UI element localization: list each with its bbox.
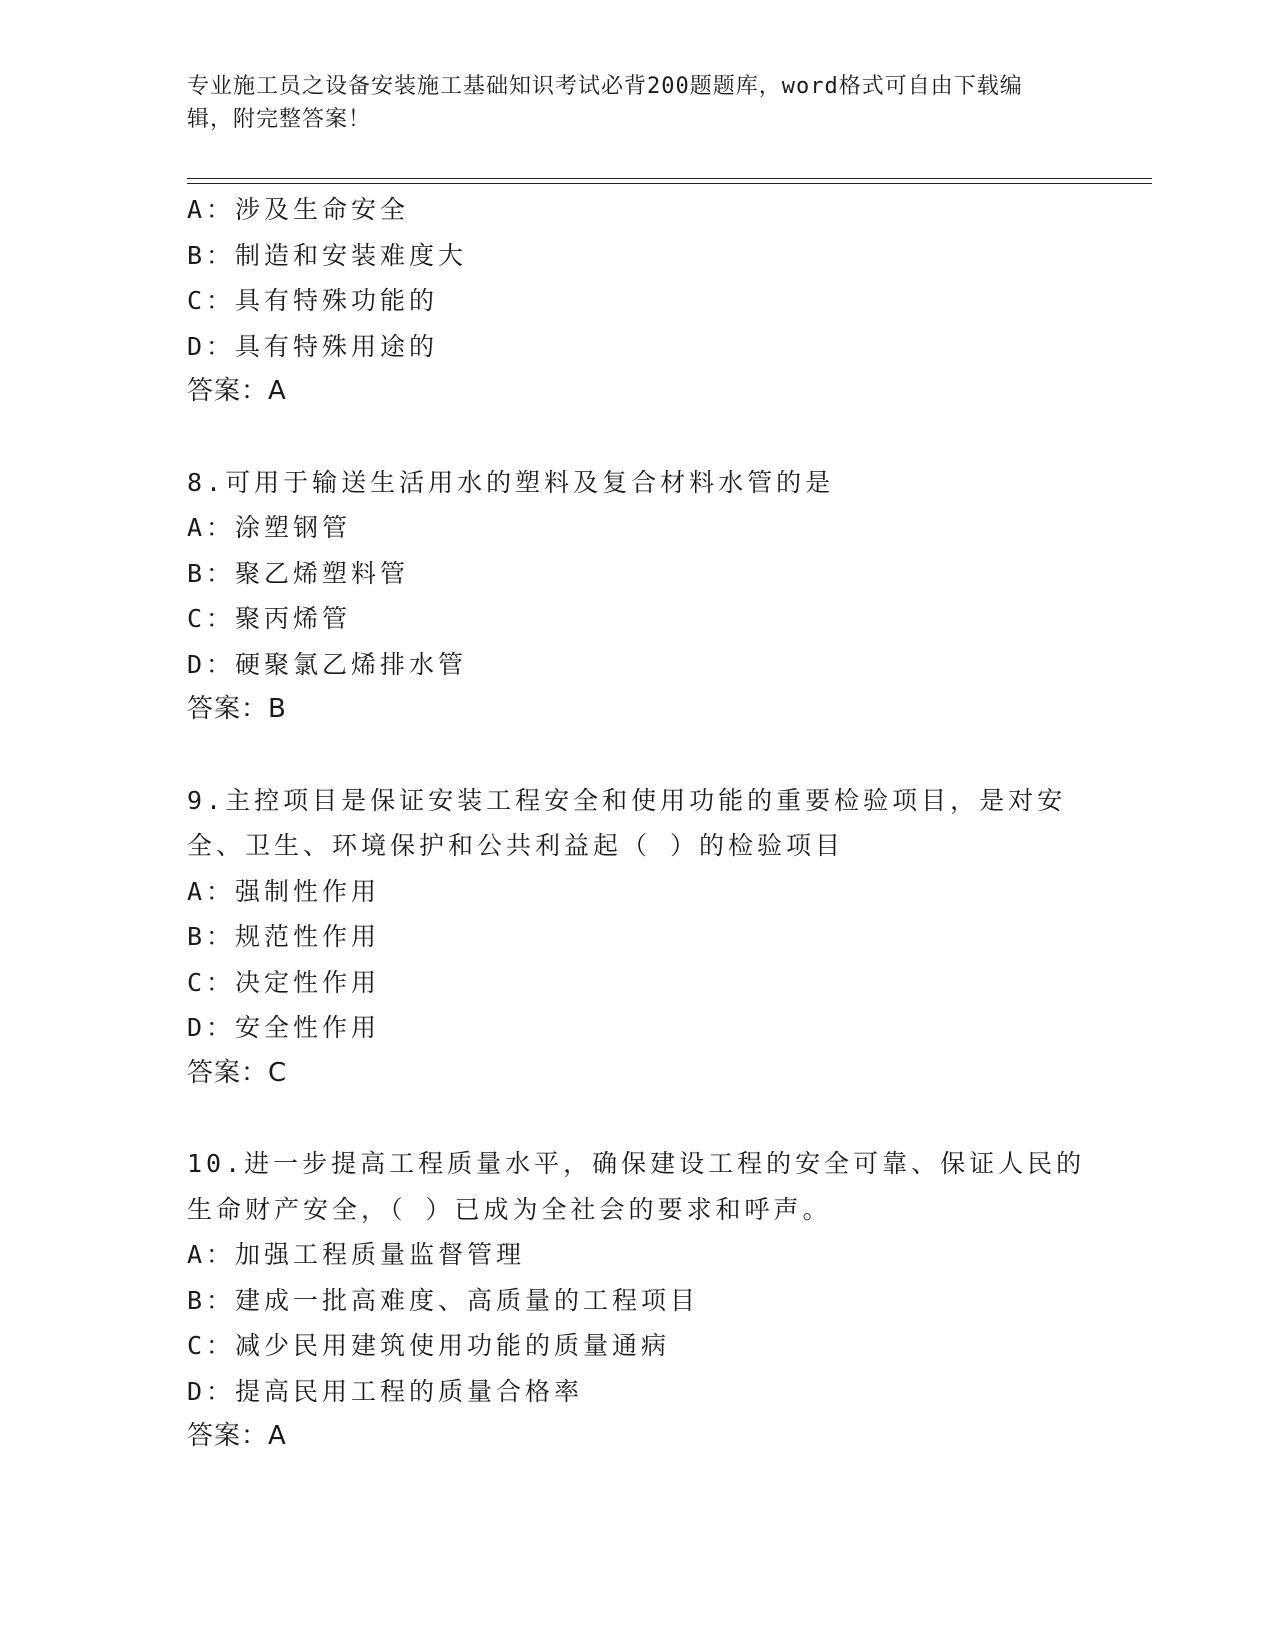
- header-divider-bottom: [187, 183, 1152, 184]
- question-list: [187, 187, 1087, 1460]
- option-b: B：聚乙烯塑料管: [187, 558, 410, 588]
- option-b: B：建成一批高难度、高质量的工程项目: [187, 1285, 700, 1315]
- option-d: D：提高民用工程的质量合格率: [187, 1376, 584, 1406]
- option-a: A：涂塑钢管: [187, 513, 352, 542]
- answer: 答案：B: [187, 694, 287, 724]
- question-stem: 8.可用于输送生活用水的塑料及复合材料水管的是: [187, 467, 835, 497]
- header-divider-top: [187, 178, 1152, 179]
- option-b: B：制造和安装难度大: [187, 240, 468, 270]
- question-stem: 9.主控项目是保证安装工程安全和使用功能的重要检验项目，是对安全、卫生、环境保护和公共利益起（ ）的检验项目: [187, 785, 1067, 860]
- option-c: C：决定性作用: [187, 967, 381, 997]
- document-header: 专业施工员之设备安装施工基础知识考试必背200题题库，word格式可自由下载编辑，附完整答案！: [187, 74, 1023, 132]
- answer: 答案：A: [187, 1421, 287, 1451]
- question-stem: 10.进一步提高工程质量水平，确保建设工程的安全可靠、保证人民的生命财产安全，（ ）已成为全社会的要求和呼声。: [187, 1149, 1086, 1224]
- option-d: D：安全性作用: [187, 1013, 381, 1042]
- answer: 答案：C: [187, 1057, 288, 1088]
- option-c: C：具有特殊功能的: [187, 286, 439, 315]
- option-c: C：减少民用建筑使用功能的质量通病: [187, 1331, 671, 1360]
- option-b: B：规范性作用: [187, 922, 381, 951]
- question-10: [187, 1141, 1087, 1460]
- option-d: D：硬聚氯乙烯排水管: [187, 649, 468, 679]
- option-a: A：涉及生命安全: [187, 195, 410, 224]
- question-9: [187, 778, 1087, 1097]
- question-7: [187, 187, 1087, 415]
- option-a: A：加强工程质量监督管理: [187, 1240, 526, 1269]
- option-d: D：具有特殊用途的: [187, 331, 439, 361]
- question-8: [187, 460, 1087, 733]
- answer: 答案：A: [187, 376, 287, 406]
- option-a: A：强制性作用: [187, 876, 381, 906]
- option-c: C：聚丙烯管: [187, 604, 352, 633]
